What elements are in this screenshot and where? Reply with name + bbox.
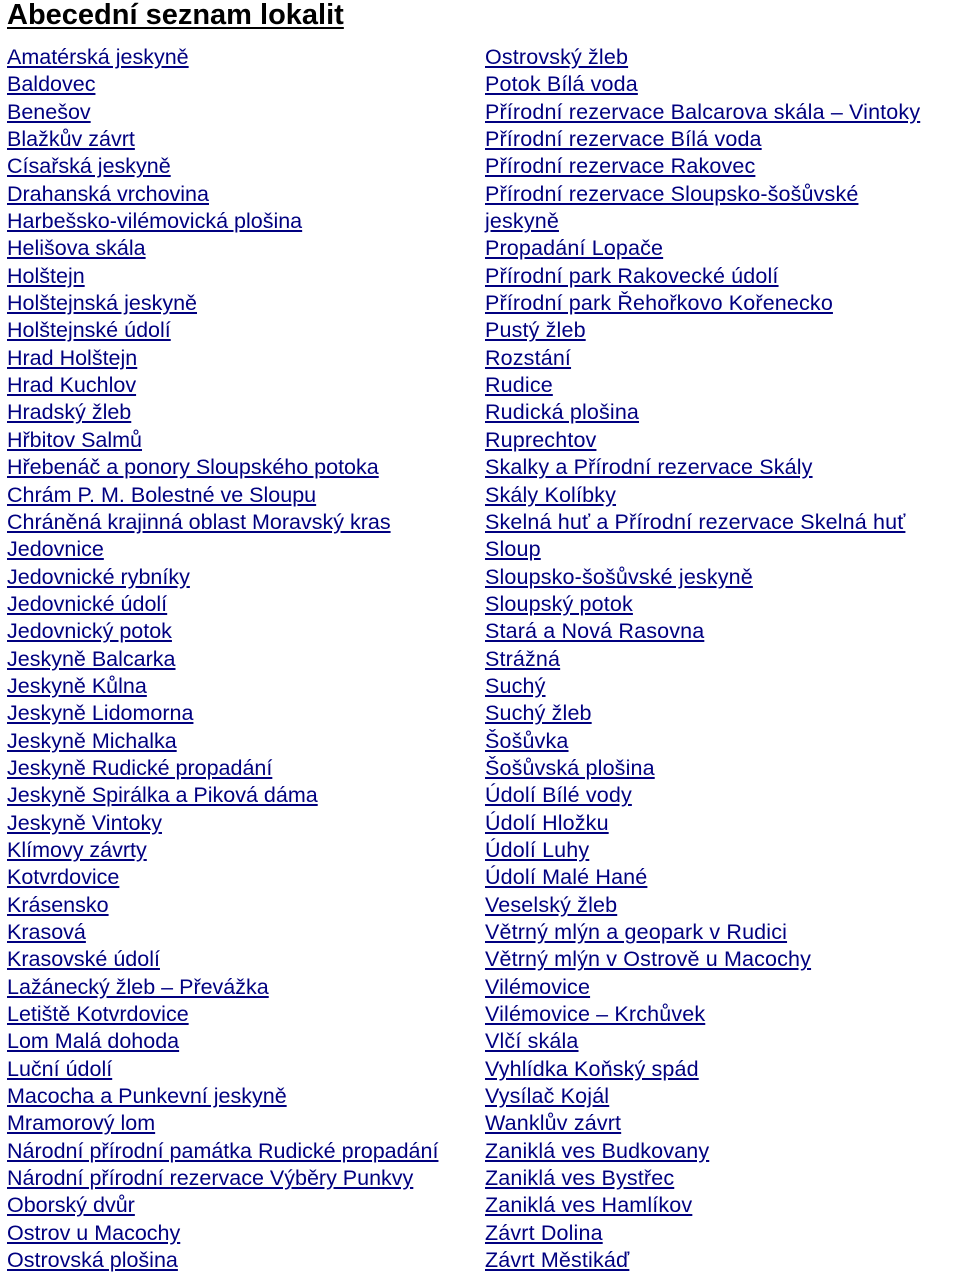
locality-item	[485, 700, 960, 727]
locality-item	[7, 99, 485, 126]
locality-item	[485, 564, 960, 591]
locality-link[interactable]: Lažánecký žleb – Převážka	[7, 974, 269, 999]
locality-item	[485, 235, 960, 262]
page-title: Abecední seznam lokalit	[7, 0, 344, 31]
locality-link[interactable]: Jedovnické údolí	[7, 591, 168, 616]
locality-link[interactable]: Údolí Luhy	[485, 837, 590, 862]
locality-link[interactable]: Přírodní rezervace Balcarova skála – Vintoky	[485, 99, 921, 124]
locality-link[interactable]: Luční údolí	[7, 1056, 113, 1081]
locality-item	[7, 454, 485, 481]
locality-link[interactable]: Větrný mlýn v Ostrově u Macochy	[485, 947, 812, 972]
locality-item	[7, 1138, 485, 1165]
locality-item	[485, 509, 960, 536]
locality-link[interactable]: Údolí Malé Hané	[485, 865, 648, 890]
locality-item	[7, 235, 485, 262]
locality-item	[485, 618, 960, 645]
locality-link[interactable]: Přírodní rezervace Sloupsko-šošůvské	[485, 181, 859, 206]
locality-link[interactable]: Krasovské údolí	[7, 947, 160, 972]
locality-item	[485, 919, 960, 946]
locality-item	[485, 44, 960, 71]
locality-link[interactable]: Přírodní rezervace Bílá voda	[485, 127, 762, 152]
locality-link[interactable]: Hřbitov Salmů	[7, 427, 143, 452]
locality-item	[7, 1165, 485, 1192]
locality-link[interactable]: Pustý žleb	[485, 318, 586, 343]
locality-link[interactable]: Údolí Bílé vody	[485, 783, 632, 808]
locality-link[interactable]: Macocha a Punkevní jeskyně	[7, 1084, 287, 1109]
locality-link[interactable]: Vilémovice – Krchůvek	[485, 1002, 706, 1027]
locality-link[interactable]: Jeskyně Kůlna	[7, 673, 147, 698]
locality-item	[7, 1192, 485, 1219]
locality-item	[485, 782, 960, 809]
locality-link[interactable]: Vyhlídka Koňský spád	[485, 1056, 699, 1081]
locality-item	[7, 153, 485, 180]
locality-item	[485, 892, 960, 919]
locality-link[interactable]: Holštejnská jeskyně	[7, 291, 198, 316]
locality-link[interactable]: Baldovec	[7, 72, 96, 97]
locality-item	[7, 290, 485, 317]
locality-link[interactable]: Vlčí skála	[485, 1029, 579, 1054]
locality-link[interactable]: Chráněná krajinná oblast Moravský kras	[7, 509, 391, 534]
locality-item	[7, 208, 485, 235]
locality-list-right	[485, 44, 960, 1274]
locality-link[interactable]: Skalky a Přírodní rezervace Skály	[485, 455, 813, 480]
locality-link[interactable]: Mramorový lom	[7, 1111, 156, 1136]
locality-item	[7, 564, 485, 591]
locality-item	[7, 728, 485, 755]
locality-item	[485, 673, 960, 700]
locality-item	[485, 427, 960, 454]
locality-item	[485, 1028, 960, 1055]
locality-link[interactable]: Strážná	[485, 646, 561, 671]
locality-link[interactable]: Zaniklá ves Hamlíkov	[485, 1193, 693, 1218]
locality-item	[485, 1220, 960, 1247]
locality-item	[7, 126, 485, 153]
locality-item	[7, 1247, 485, 1274]
locality-link[interactable]: Benešov	[7, 99, 91, 124]
locality-link[interactable]: Větrný mlýn a geopark v Rudici	[485, 920, 788, 944]
locality-link[interactable]: Přírodní rezervace Rakovec	[485, 154, 756, 179]
locality-link[interactable]: Kotvrdovice	[7, 865, 120, 890]
locality-link[interactable]: Jeskyně Vintoky	[7, 810, 162, 835]
locality-item	[7, 810, 485, 837]
locality-link[interactable]: Hrad Holštejn	[7, 345, 138, 370]
locality-link[interactable]: Sloupský potok	[485, 591, 633, 616]
locality-item	[485, 208, 960, 235]
locality-link[interactable]: Přírodní park Rakovecké údolí	[485, 263, 779, 288]
locality-item	[7, 1110, 485, 1137]
locality-item	[485, 290, 960, 317]
locality-item	[485, 1165, 960, 1192]
locality-link[interactable]: Drahanská vrchovina	[7, 181, 209, 206]
locality-link[interactable]: Ostrovská plošina	[7, 1248, 178, 1273]
locality-item	[7, 782, 485, 809]
locality-link[interactable]: Veselský žleb	[485, 892, 618, 917]
locality-link[interactable]: Hrad Kuchlov	[7, 373, 137, 398]
locality-item	[7, 1001, 485, 1028]
locality-link[interactable]: Propadání Lopače	[485, 236, 664, 261]
locality-link[interactable]: Helišova skála	[7, 236, 146, 261]
locality-link[interactable]: Jeskyně Rudické propadání	[7, 755, 273, 780]
locality-link[interactable]: Ruprechtov	[485, 427, 597, 452]
locality-link[interactable]: Údolí Hložku	[485, 810, 609, 835]
locality-item	[485, 181, 960, 208]
locality-link[interactable]: Národní přírodní rezervace Výběry Punkvy	[7, 1166, 414, 1191]
locality-link[interactable]: Potok Bílá voda	[485, 72, 638, 97]
locality-link[interactable]: Jeskyně Michalka	[7, 728, 177, 753]
locality-list-left	[7, 44, 485, 1274]
locality-link[interactable]: Lom Malá dohoda	[7, 1029, 180, 1054]
locality-item	[7, 837, 485, 864]
locality-item	[485, 646, 960, 673]
locality-item	[485, 536, 960, 563]
locality-item	[485, 946, 960, 973]
locality-link[interactable]: Amatérská jeskyně	[7, 45, 189, 69]
locality-link[interactable]: Ostrov u Macochy	[7, 1220, 181, 1245]
locality-item	[7, 1028, 485, 1055]
locality-link[interactable]: Vilémovice	[485, 974, 591, 999]
locality-item	[485, 99, 960, 126]
locality-item	[7, 646, 485, 673]
locality-item	[485, 399, 960, 426]
locality-link[interactable]: Jedovnický potok	[7, 619, 172, 644]
locality-link[interactable]: Holštejn	[7, 263, 85, 288]
locality-link[interactable]: Stará a Nová Rasovna	[485, 619, 705, 644]
locality-item	[7, 482, 485, 509]
locality-item	[7, 673, 485, 700]
locality-item	[7, 317, 485, 344]
locality-link[interactable]: Šošůvka	[485, 728, 569, 753]
locality-item	[485, 810, 960, 837]
locality-link[interactable]: Jedovnické rybníky	[7, 564, 190, 589]
locality-link[interactable]: Národní přírodní památka Rudické propadání	[7, 1138, 439, 1163]
locality-item	[485, 1192, 960, 1219]
locality-link[interactable]: Vysílač Kojál	[485, 1084, 610, 1109]
locality-link[interactable]: Sloup	[485, 537, 541, 562]
locality-link[interactable]: Oborský dvůr	[7, 1193, 135, 1218]
locality-item	[7, 700, 485, 727]
locality-item	[485, 864, 960, 891]
locality-item	[485, 837, 960, 864]
locality-item	[485, 345, 960, 372]
locality-link[interactable]: Wanklův závrt	[485, 1111, 622, 1136]
locality-item	[485, 1083, 960, 1110]
locality-link[interactable]: Klímovy závrty	[7, 837, 147, 862]
locality-link[interactable]: Ostrovský žleb	[485, 45, 629, 69]
locality-item	[7, 618, 485, 645]
locality-link[interactable]: Přírodní park Řehořkovo Kořenecko	[485, 291, 833, 316]
locality-item	[7, 345, 485, 372]
locality-link[interactable]: Suchý	[485, 673, 546, 698]
locality-link[interactable]: Skály Kolíbky	[485, 482, 617, 507]
locality-link[interactable]: Rudická plošina	[485, 400, 640, 425]
locality-item	[7, 1083, 485, 1110]
locality-item	[485, 974, 960, 1001]
locality-link[interactable]: Krasová	[7, 920, 86, 944]
locality-link[interactable]: Holštejnské údolí	[7, 318, 171, 343]
locality-item	[7, 1220, 485, 1247]
locality-link[interactable]: Chrám P. M. Bolestné ve Sloupu	[7, 482, 317, 507]
locality-item	[485, 1247, 960, 1274]
locality-item	[7, 919, 485, 946]
locality-item	[485, 1056, 960, 1083]
locality-item	[485, 454, 960, 481]
locality-item	[485, 126, 960, 153]
locality-item	[7, 263, 485, 290]
locality-item	[7, 536, 485, 563]
locality-item	[485, 1001, 960, 1028]
locality-item	[7, 864, 485, 891]
locality-link[interactable]: Krásensko	[7, 892, 109, 917]
locality-link[interactable]: Závrt Městikáď	[485, 1248, 630, 1273]
locality-item	[7, 399, 485, 426]
locality-item	[485, 372, 960, 399]
locality-item	[485, 1138, 960, 1165]
locality-item	[7, 509, 485, 536]
locality-link[interactable]: Suchý žleb	[485, 701, 592, 726]
locality-item	[7, 974, 485, 1001]
locality-item	[485, 591, 960, 618]
locality-link[interactable]: Hřebenáč a ponory Sloupského potoka	[7, 455, 379, 480]
locality-link[interactable]: Jeskyně Lidomorna	[7, 701, 194, 726]
locality-item	[7, 1056, 485, 1083]
locality-item	[7, 591, 485, 618]
locality-link[interactable]: Rudice	[485, 373, 553, 398]
locality-link[interactable]: Blažkův závrt	[7, 127, 135, 152]
locality-item	[485, 755, 960, 782]
locality-item	[7, 372, 485, 399]
locality-link[interactable]: Harbešsko-vilémovická plošina	[7, 209, 303, 234]
locality-link[interactable]: Šošůvská plošina	[485, 755, 655, 780]
locality-link[interactable]: Zaniklá ves Bystřec	[485, 1166, 675, 1191]
locality-link[interactable]: Letiště Kotvrdovice	[7, 1002, 189, 1027]
locality-link[interactable]: jeskyně	[485, 209, 559, 234]
locality-item	[485, 153, 960, 180]
locality-item	[7, 427, 485, 454]
locality-link[interactable]: Jeskyně Spirálka a Piková dáma	[7, 783, 318, 808]
locality-link[interactable]: Hradský žleb	[7, 400, 132, 425]
locality-item	[485, 728, 960, 755]
locality-item	[485, 71, 960, 98]
locality-item	[7, 181, 485, 208]
locality-item	[7, 44, 485, 71]
locality-item	[485, 1110, 960, 1137]
locality-link[interactable]: Zaniklá ves Budkovany	[485, 1138, 710, 1163]
locality-item	[485, 263, 960, 290]
locality-item	[485, 482, 960, 509]
locality-link[interactable]: Císařská jeskyně	[7, 154, 171, 179]
locality-link[interactable]: Jeskyně Balcarka	[7, 646, 176, 671]
locality-link[interactable]: Rozstání	[485, 345, 572, 370]
locality-item	[485, 317, 960, 344]
locality-item	[7, 755, 485, 782]
locality-item	[7, 892, 485, 919]
locality-link[interactable]: Sloupsko-šošůvské jeskyně	[485, 564, 753, 589]
locality-link[interactable]: Skelná huť a Přírodní rezervace Skelná huť	[485, 509, 906, 534]
locality-item	[7, 946, 485, 973]
locality-item	[7, 71, 485, 98]
locality-link[interactable]: Závrt Dolina	[485, 1220, 603, 1245]
locality-link[interactable]: Jedovnice	[7, 537, 104, 562]
